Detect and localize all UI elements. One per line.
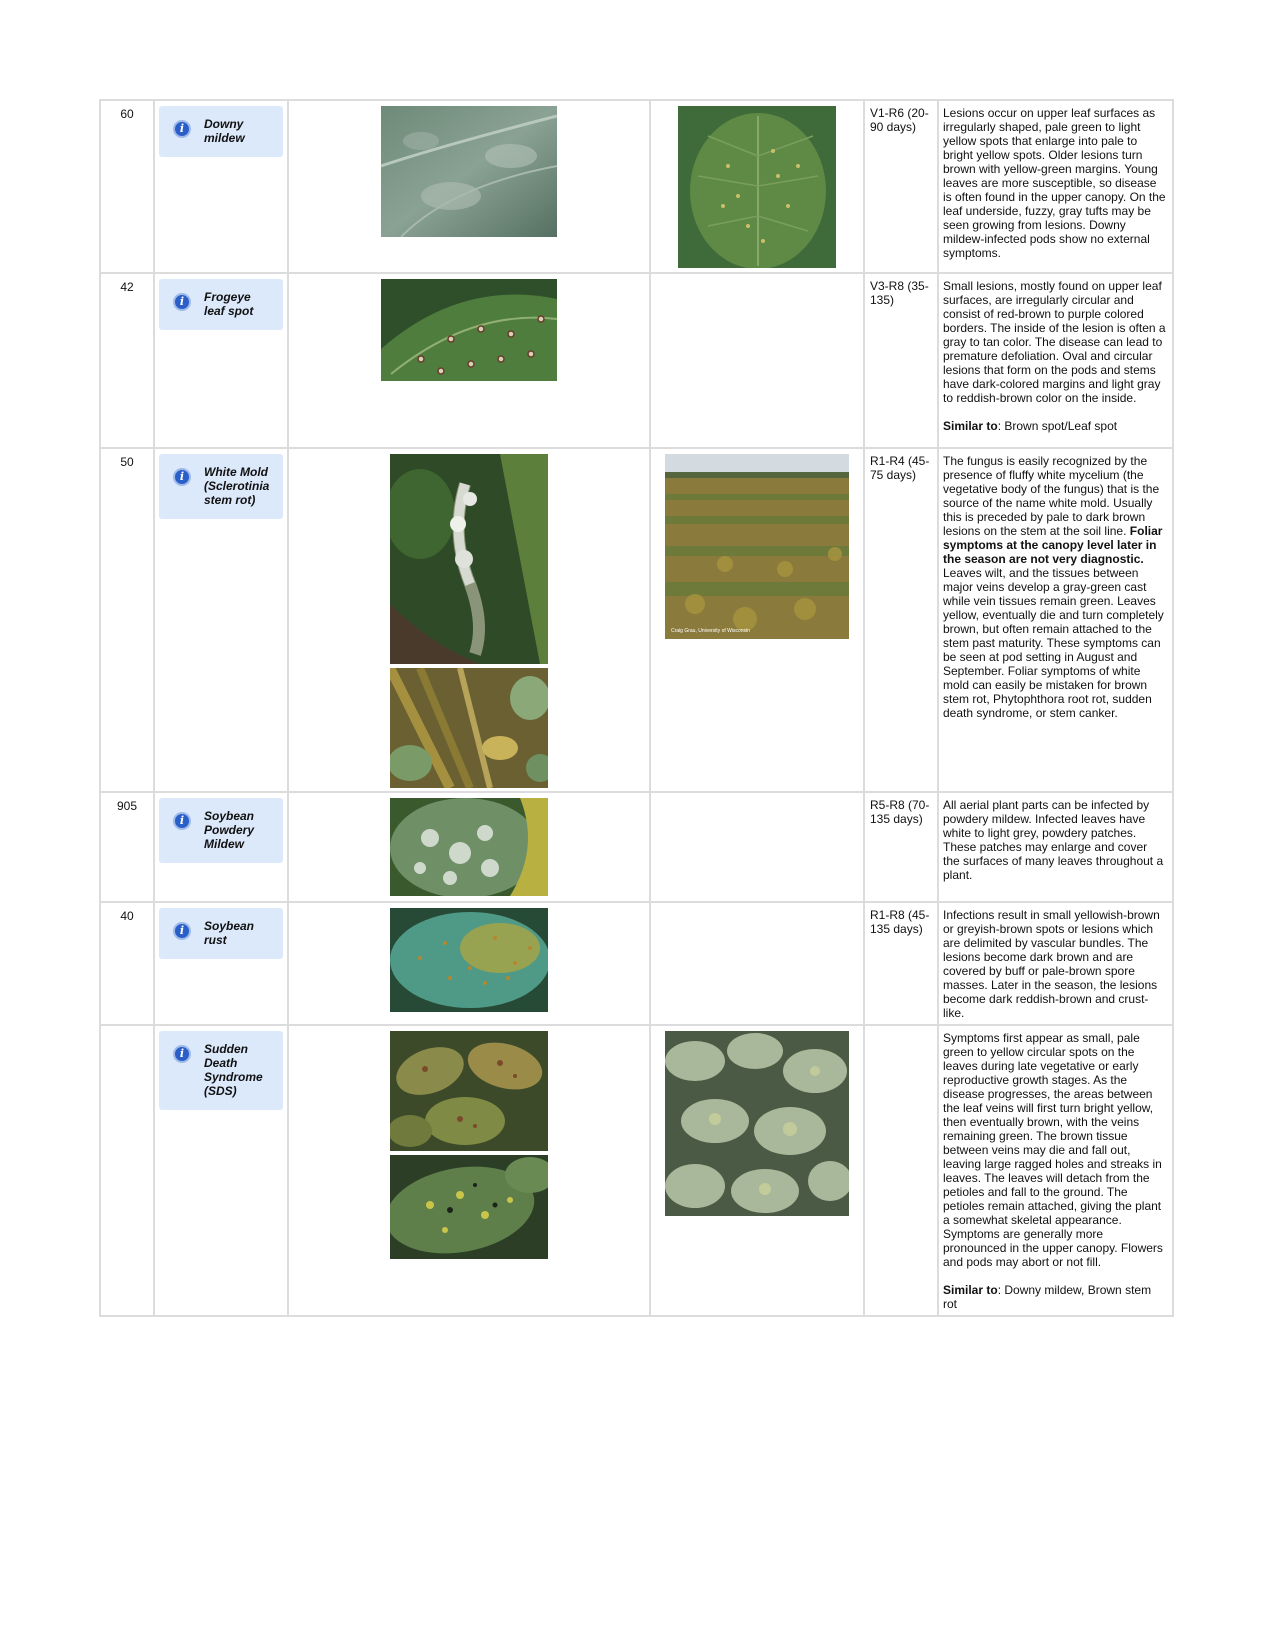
info-circle-icon[interactable]: i	[173, 922, 191, 940]
white-mold-field-photo	[665, 454, 849, 639]
disease-name[interactable]: Soybean Powdery Mildew	[204, 809, 255, 851]
observation-count: 42	[120, 280, 134, 294]
growth-stage: R5-R8 (70-135 days)	[870, 798, 930, 826]
powdery-mildew-photo	[390, 798, 548, 896]
table-row	[100, 448, 1173, 792]
symptom-description: Small lesions, mostly found on upper leaf surfaces, are irregularly circular and consist of red-brown to purple colored borders. The inside of the lesion is often a gray to tan color. The disease can lead to premature defoliation. Oval and circular lesions that form on the pods and stems have dark-colored margins and light gray to reddish-brown color on the inside. Similar to: Brown spot/Leaf spot	[943, 279, 1166, 433]
similar-to-note: Similar to: Brown spot/Leaf spot	[943, 419, 1118, 433]
disease-name-button[interactable]	[159, 908, 283, 959]
disease-name-button[interactable]	[159, 106, 283, 157]
soybean-rust-photo	[390, 908, 548, 1012]
disease-table	[99, 99, 1174, 1317]
info-circle-icon[interactable]: i	[173, 293, 191, 311]
growth-stage	[865, 1026, 937, 1031]
observation-count: 40	[120, 909, 134, 923]
info-circle-icon[interactable]: i	[173, 812, 191, 830]
white-mold-canopy-photo	[390, 668, 548, 788]
photo-credit: Craig Grau, University of Wisconsin	[671, 628, 750, 634]
disease-name-button[interactable]	[159, 798, 283, 863]
disease-name[interactable]: Sudden Death Syndrome (SDS)	[204, 1042, 263, 1098]
observation-count: 60	[120, 107, 134, 121]
table-row	[100, 792, 1173, 902]
sds-closeup-photo	[390, 1155, 548, 1259]
info-circle-icon[interactable]: i	[173, 1045, 191, 1063]
symptom-description: Lesions occur on upper leaf surfaces as irregularly shaped, pale green to light yellow spots that enlarge into pale to bright yellow spots. Older lesions turn brown with yellow-green margins. Young leaves are more susceptible, so disease is often found in the upper canopy. On the leaf underside, fuzzy, gray tufts may be seen growing from lesions. Downy mildew-infected pods show no external symptoms.	[943, 106, 1166, 260]
info-circle-icon[interactable]: i	[173, 468, 191, 486]
observation-count: 905	[116, 799, 138, 813]
growth-stage: R1-R4 (45-75 days)	[870, 454, 930, 482]
symptom-description: All aerial plant parts can be infected by powdery mildew. Infected leaves have white to light grey, powdery patches. These patches may enlarge and cover the surfaces of many leaves throughout a plant.	[943, 798, 1164, 882]
disease-name-button[interactable]	[159, 454, 283, 519]
disease-name[interactable]: White Mold (Sclerotinia stem rot)	[204, 465, 270, 507]
similar-to-note: Similar to: Downy mildew, Brown stem rot	[943, 1283, 1152, 1311]
growth-stage: V3-R8 (35-135)	[870, 279, 929, 307]
table-row	[100, 1025, 1173, 1316]
symptom-description: The fungus is easily recognized by the presence of fluffy white mycelium (the vegetative body of the fungus) that is the source of the name white mold. Usually this is preceded by pale to dark brown lesions on the stem at the soil line. Foliar symptoms at the canopy level later in the season are not very diagnostic. Leaves wilt, and the tissues between major veins develop a gray-green cast while vein tissues remain green. Leaves yellow, eventually die and turn completely brown, but often remain attached to the stem past maturity. These symptoms can be seen at pod setting in August and September. Foliar symptoms of white mold can easily be mistaken for brown stem rot, Phytophthora root rot, sudden death syndrome, or stem canker.	[943, 454, 1164, 720]
symptom-description: Infections result in small yellowish-brown or greyish-brown spots or lesions which are delimited by vascular bundles. The lesions become dark brown and are covered by buff or pale-brown spore masses. Later in the season, the lesions become dark reddish-brown and crust-like.	[943, 908, 1160, 1020]
disease-name[interactable]: Downy mildew	[204, 117, 245, 145]
disease-name[interactable]: Frogeye leaf spot	[204, 290, 254, 318]
sds-leaves-photo	[390, 1031, 548, 1151]
symptom-description: Symptoms first appear as small, pale green to yellow circular spots on the leaves during late vegetative or early reproductive growth stages. As the disease progresses, the areas between the leaf veins will first turn bright yellow, then eventually brown, with the veins remaining green. The brown tissue between veins may die and fall out, leaving large ragged holes and streaks in leaves. The leaves will detach from the petioles and fall to the ground. The petioles remain attached, giving the plant a somewhat skeletal appearance. Symptoms are generally more pronounced in the upper canopy. Flowers and pods may abort or not fill. Similar to: Downy mildew, Brown stem rot	[939, 1026, 1172, 1315]
observation-count	[101, 1026, 153, 1032]
table-row	[100, 273, 1173, 448]
disease-name-button[interactable]	[159, 1031, 283, 1110]
observation-count: 50	[120, 455, 134, 469]
downy-mildew-leaf-photo	[678, 106, 836, 268]
table-row	[100, 100, 1173, 273]
info-circle-icon[interactable]: i	[173, 120, 191, 138]
downy-mildew-closeup-photo	[381, 106, 557, 237]
disease-name[interactable]: Soybean rust	[204, 919, 255, 947]
growth-stage: R1-R8 (45-135 days)	[870, 908, 930, 936]
frogeye-leaf-spot-photo	[381, 279, 557, 381]
table-row	[100, 902, 1173, 1025]
disease-name-button[interactable]	[159, 279, 283, 330]
white-mold-stem-photo	[390, 454, 548, 664]
sds-plant-photo	[665, 1031, 849, 1216]
growth-stage: V1-R6 (20-90 days)	[870, 106, 929, 134]
